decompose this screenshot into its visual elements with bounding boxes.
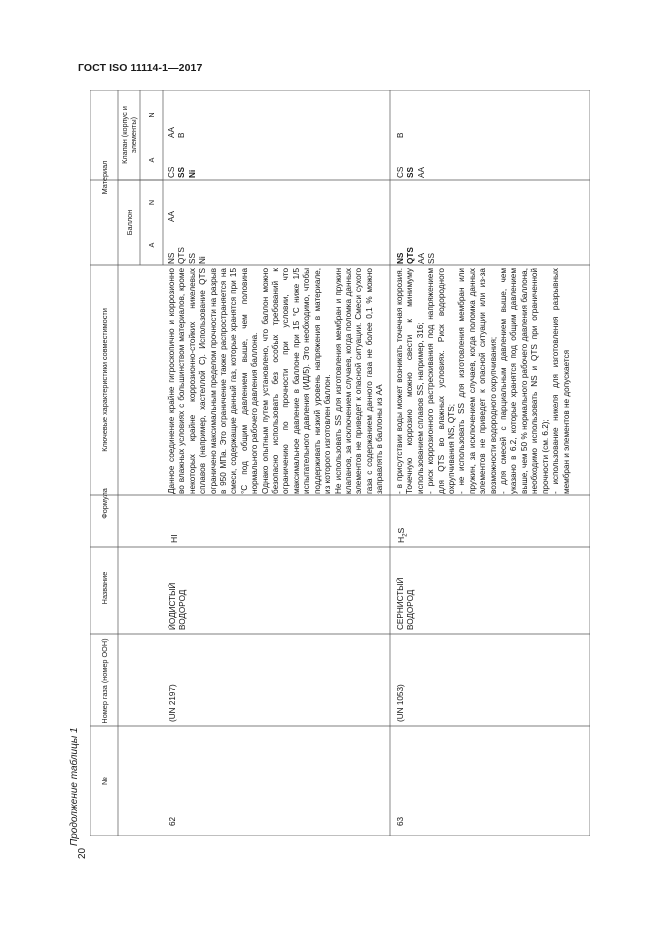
header-name: Название bbox=[99, 571, 109, 605]
row-key-text bbox=[167, 268, 387, 494]
material-value: QTS bbox=[177, 247, 187, 264]
material-value: NS bbox=[396, 252, 405, 264]
header-cyl-a: А bbox=[147, 242, 156, 248]
text-paragraph: Однако опытным путем установлено, что баллон можно безопасно использовать без особых требований к ограничению по прочности при условии, что максимальное давление в баллоне при 15 °С ниже 1/5 испытательного давления (ИД/5). Это необходимо, чтобы поддерживать низкий уровень напряжения в материале, из которого изготовлен баллон. bbox=[260, 268, 333, 494]
material-value: SS bbox=[177, 167, 187, 178]
text-paragraph: Данное соединение крайне гигроскопично и коррозионно во влажных условиях с большинством материалов, кроме некоторых крайне коррозионно-стойких никелевых сплавов (например, хастеллой С). Использование QTS ограничено максимальным пределом прочности на разрыв в 950 МПа. Это ограничение также распространяется на смеси, содержащие данный газ, которые хранятся при 15 °С под общим давлением выше, чем половина нормального рабочего давления баллона. bbox=[167, 268, 260, 494]
table-caption: Продолжение таблицы 1 bbox=[69, 727, 80, 846]
valve-n-materials bbox=[167, 98, 195, 138]
text-paragraph: - использование никеля для изготовления разрывных мембран и элементов не допускается bbox=[551, 268, 571, 494]
material-value: AA bbox=[167, 127, 176, 138]
material-value: CS bbox=[167, 166, 176, 178]
valve-a-materials bbox=[167, 138, 207, 178]
material-value: CS bbox=[396, 166, 405, 178]
material-value: SS bbox=[427, 253, 437, 264]
text-paragraph: - для смесей с парциальным давлением выше, чем указано в 6.2, которые хранятся под общим давлением выше, чем 50 % нормального рабочего давления баллона, необходимо использовать NS и QTS при ограниченной прочности (см. 6.2); bbox=[499, 268, 550, 494]
cylinder-a-materials bbox=[167, 224, 223, 264]
header-valve-a: А bbox=[147, 157, 156, 163]
text-paragraph: - в присутствии воды может возникать точечная коррозия. Точечную коррозию можно свести к минимуму использованием сплавов SS, например, 316; bbox=[395, 268, 425, 494]
valve-a-materials bbox=[396, 138, 436, 178]
document-header: ГОСТ ISO 11114-1—2017 bbox=[78, 62, 203, 74]
header-material: Материал bbox=[99, 160, 109, 195]
header-cylinder: Баллон bbox=[124, 209, 134, 236]
formula-subscript: 2 bbox=[402, 533, 409, 537]
material-value: SS bbox=[187, 253, 197, 264]
material-value: Ni bbox=[187, 169, 197, 178]
page-number: 20 bbox=[77, 847, 88, 859]
material-value: AA bbox=[167, 211, 176, 222]
header-valve: Клапан (корпус и элементы) bbox=[120, 106, 138, 164]
text-paragraph: - риск коррозионного растрескивания под напряжением для QTS во влажных условиях. Риск водородного охрупчивания NS, QTS; bbox=[426, 268, 457, 494]
valve-n-materials bbox=[396, 98, 416, 138]
header-formula: Формула bbox=[99, 488, 109, 519]
header-num: № bbox=[99, 777, 109, 785]
row-un-number: (UN 2197) bbox=[168, 684, 177, 722]
header-un: Номер газа (номер ООН) bbox=[99, 638, 109, 724]
row-num: 63 bbox=[396, 816, 405, 826]
material-value: QTS bbox=[406, 247, 416, 264]
row-formula: HI bbox=[169, 534, 179, 543]
row-un-number: (UN 1053) bbox=[396, 684, 405, 722]
formula-end: S bbox=[396, 527, 406, 534]
header-cyl-n: N bbox=[147, 199, 156, 206]
header-valve-n: N bbox=[147, 112, 156, 118]
material-value: AA bbox=[416, 167, 426, 178]
material-value: B bbox=[177, 132, 187, 138]
text-paragraph: - не использовать SS для изготовления мембран или пружин, за исключением случаев, когда поломка данных элементов не приведет к опасной ситуации или из-за возможности водородного охрупчивания; bbox=[457, 268, 498, 494]
material-value: AA bbox=[416, 253, 426, 264]
material-value: B bbox=[396, 132, 405, 138]
material-value: NS bbox=[167, 252, 176, 264]
row-gas-name: ЙОДИСТЫЙ ВОДОРОД bbox=[168, 582, 188, 630]
cylinder-a-materials bbox=[396, 224, 452, 264]
cylinder-n-materials bbox=[167, 182, 187, 222]
header-key: Ключевые характеристики совместимости bbox=[99, 308, 109, 452]
row-gas-name: СЕРНИСТЫЙ ВОДОРОД bbox=[396, 577, 416, 630]
row-key-text bbox=[395, 268, 579, 494]
material-value: SS bbox=[406, 167, 416, 178]
formula-main: H bbox=[396, 536, 406, 543]
material-value: Ni bbox=[198, 256, 208, 264]
text-paragraph: Не использовать SS для изготовления мембран и пружин клапанов, за исключением случаев, когда поломка данных элементов не приведет к опасной ситуации. Смеси сухого газа с содержанием данного газа не более 0,1 % можно заправлять в баллоны из АА bbox=[333, 268, 385, 494]
row-num: 62 bbox=[168, 816, 177, 826]
